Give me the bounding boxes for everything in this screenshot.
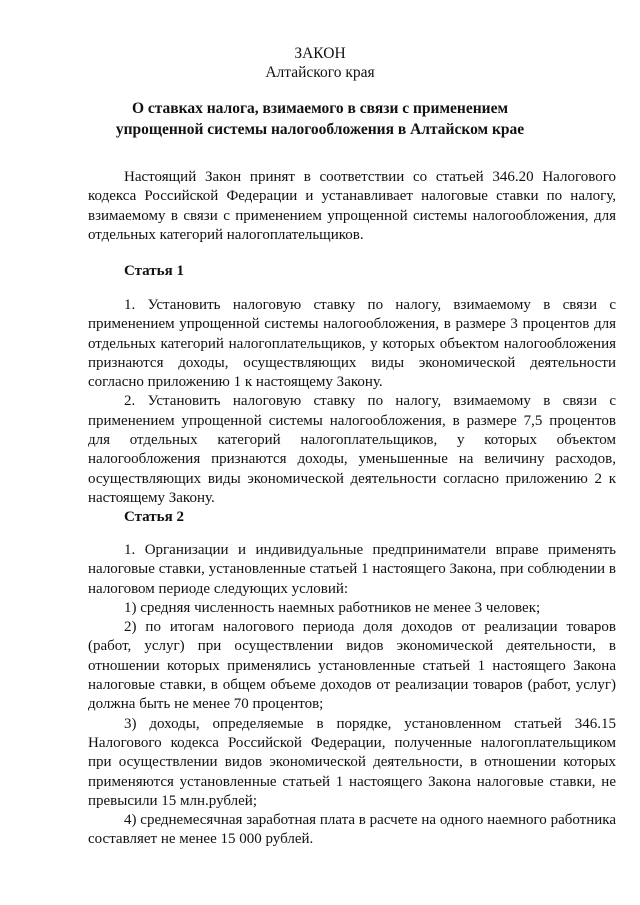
article-1-paragraph-2: 2. Установить налоговую ставку по налогу, взимаемому в связи с применением упрощенной системы налогообложения, в размере 7,5 процентов для отдельных категорий налогоплательщиков, у которых объектом налогообложения признаются доходы, уменьшенные на величину расходов, осуществляющих виды экономической деятельности согласно приложению 2 к настоящему Закону.: [88, 393, 616, 506]
law-region: Алтайского края: [265, 64, 375, 81]
article-2-condition-2: 2) по итогам налогового периода доля доходов от реализации товаров (работ, услуг) при осуществлении видов экономической деятельности, в отношении которых применялись установленные статьей 1 настоящего Закона налоговые ставки, в общем объеме доходов от реализации товаров (работ, услуг) должна быть не менее 70 процентов;: [88, 619, 616, 713]
preamble: [88, 168, 616, 245]
article-2-paragraph-1: 1. Организации и индивидуальные предприниматели вправе применять налоговые ставки, установленные статьей 1 настоящего Закона, при соблюдении в налоговом периоде следующих условий:: [88, 542, 616, 597]
law-label: ЗАКОН: [294, 45, 346, 62]
article-2-heading: Статья 2: [124, 509, 184, 525]
law-title: [60, 98, 580, 140]
law-title-line-1: О ставках налога, взимаемого в связи с применением: [131, 100, 509, 117]
article-1-heading: Статья 1: [124, 263, 184, 279]
law-header: [0, 44, 640, 82]
article-1-paragraph-1: 1. Установить налоговую ставку по налогу, взимаемому в связи с применением упрощенной системы налогообложения, в размере 3 процентов для отдельных категорий налогоплательщиков, у которых объектом налогообложения признаются доходы, осуществляющих виды экономической деятельности согласно приложению 1 к настоящему Закону.: [88, 297, 616, 391]
article-2-body: [88, 541, 616, 850]
article-2-condition-3: 3) доходы, определяемые в порядке, установленном статьей 346.15 Налогового кодекса Российской Федерации, полученные налогоплательщиком при осуществлении видов экономической деятельности, в отношении которых применяются установленные статьей 1 настоящего Закона налоговые ставки, не превысили 15 млн.рублей;: [88, 715, 616, 809]
law-title-line-2: упрощенной системы налогообложения в Алтайском крае: [115, 121, 525, 138]
article-2-condition-4: 4) среднемесячная заработная плата в расчете на одного наемного работника составляет не менее 15 000 рублей.: [88, 812, 616, 848]
article-1-body: [88, 296, 616, 508]
article-2-condition-1: 1) средняя численность наемных работников не менее 3 человек;: [124, 599, 541, 616]
preamble-paragraph: Настоящий Закон принят в соответствии со статьей 346.20 Налогового кодекса Российской Федерации и устанавливает налоговые ставки по налогу, взимаемому в связи с применением упрощенной системы налогообложения, для отдельных категорий налогоплательщиков.: [88, 169, 616, 243]
